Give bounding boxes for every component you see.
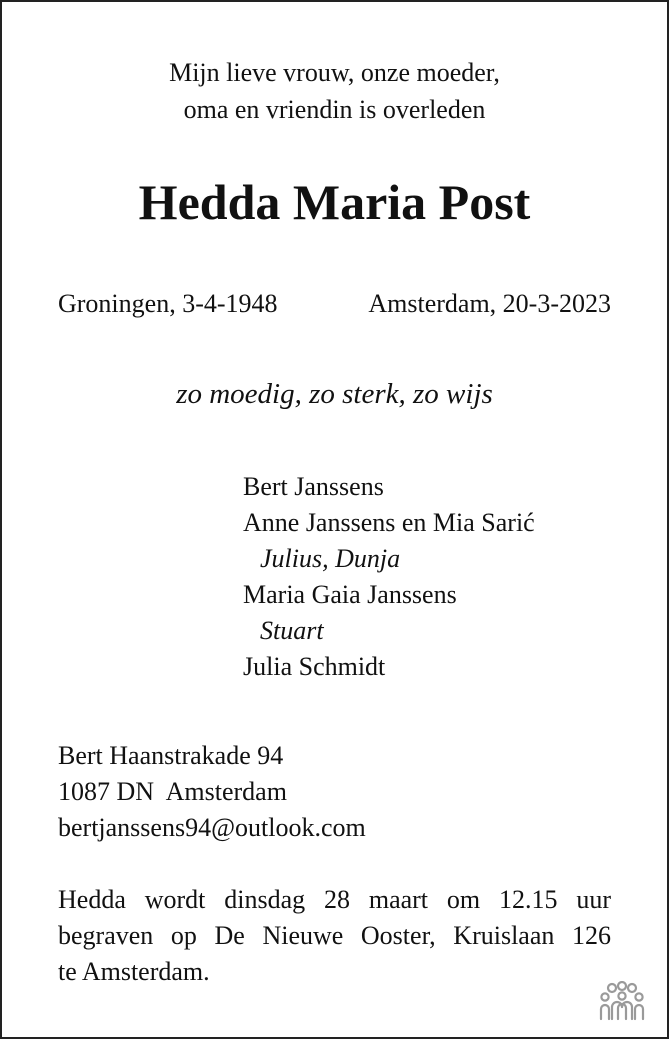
family-member: Anne Janssens en Mia Sarić <box>243 508 535 537</box>
family-member: Maria Gaia Janssens <box>243 580 457 609</box>
funeral-line-3: te Amsterdam. <box>58 957 210 986</box>
people-group-icon <box>599 981 645 1021</box>
address-city: 1087 DN Amsterdam <box>58 777 287 806</box>
family-list <box>243 469 535 685</box>
grandchildren: Julius, Dunja <box>260 544 401 573</box>
address-email: bertjanssens94@outlook.com <box>58 813 366 842</box>
intro-text <box>2 54 667 128</box>
deceased-name: Hedda Maria Post <box>138 174 531 230</box>
birth-place-date: Groningen, 3-4-1948 <box>58 289 278 318</box>
funeral-line-1: Hedda wordt dinsdag 28 maart om 12.15 uur <box>58 885 611 914</box>
correspondence-address <box>58 738 366 846</box>
address-street: Bert Haanstrakade 94 <box>58 741 284 770</box>
intro-line-2: oma en vriendin is overleden <box>183 95 486 124</box>
family-member: Bert Janssens <box>243 472 384 501</box>
funeral-line-2: begraven op De Nieuwe Ooster, Kruislaan 126 <box>58 921 611 950</box>
intro-line-1: Mijn lieve vrouw, onze moeder, <box>169 58 500 87</box>
funeral-notice <box>58 882 611 990</box>
family-member: Julia Schmidt <box>243 652 386 681</box>
motto: zo moedig, zo sterk, zo wijs <box>176 378 493 410</box>
death-place-date: Amsterdam, 20-3-2023 <box>368 289 611 318</box>
grandchildren: Stuart <box>260 616 324 645</box>
